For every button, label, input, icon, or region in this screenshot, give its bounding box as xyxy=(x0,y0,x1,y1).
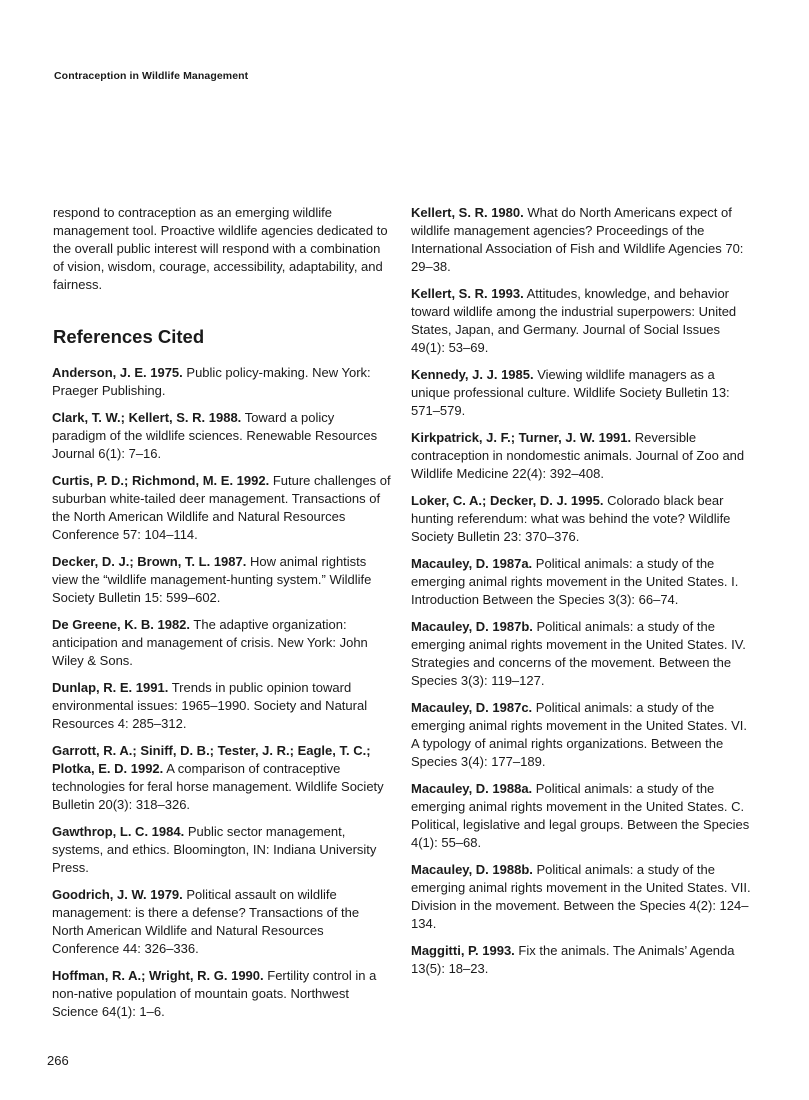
reference-text: Reversible contraception in nondomestic animals. Journal of Zoo and Wildlife Medicine 22(4): 392–408. xyxy=(411,430,745,481)
reference-text: Viewing wildlife managers as a unique professional culture. Wildlife Society Bulletin 13: 571–579. xyxy=(411,367,730,418)
reference-text: Public sector management, systems, and ethics. Bloomington, IN: Indiana University Press. xyxy=(52,824,377,875)
reference-list-left xyxy=(52,364,392,1021)
reference-authors: Macauley, D. 1988b. xyxy=(411,862,533,877)
reference-authors: Macauley, D. 1987a. xyxy=(411,556,533,571)
reference-text: Toward a policy paradigm of the wildlife sciences. Renewable Resources Journal 6(1): 7–16. xyxy=(52,410,378,461)
left-column xyxy=(52,204,392,1030)
reference-text: Political animals: a study of the emerging animal rights movement in the United States. IV. Strategies and concerns of the movement. Between the Species 3(3): 119–127. xyxy=(411,619,746,688)
reference-authors: Macauley, D. 1988a. xyxy=(411,781,533,796)
reference-authors: Garrott, R. A.; Siniff, D. B.; Tester, J. R.; Eagle, T. C.; Plotka, E. D. 1992. xyxy=(52,743,371,776)
reference-text: A comparison of contraceptive technologies for feral horse management. Wildlife Society Bulletin 20(3): 318–326. xyxy=(52,761,384,812)
reference-authors: Kirkpatrick, J. F.; Turner, J. W. 1991. xyxy=(411,430,632,445)
reference-authors: Maggitti, P. 1993. xyxy=(411,943,515,958)
reference-authors: Curtis, P. D.; Richmond, M. E. 1992. xyxy=(52,473,270,488)
reference-text: Political assault on wildlife management: is there a defense? Transactions of the North American Wildlife and Natural Resources Conference 44: 326–336. xyxy=(52,887,360,956)
reference-authors: Clark, T. W.; Kellert, S. R. 1988. xyxy=(52,410,242,425)
reference-text: Colorado black bear hunting referendum: what was behind the vote? Wildlife Society Bulletin 23: 370–376. xyxy=(411,493,731,544)
reference-text: Political animals: a study of the emerging animal rights movement in the United States. VI. A typology of animal rights organizations. Between the Species 3(4): 177–189. xyxy=(411,700,747,769)
reference-authors: Kennedy, J. J. 1985. xyxy=(411,367,534,382)
reference-text: Political animals: a study of the emerging animal rights movement in the United States. C. Political, legislative and legal groups. Between the Species 4(1): 55–68. xyxy=(411,781,750,850)
reference-entry xyxy=(52,616,392,670)
reference-text: Attitudes, knowledge, and behavior toward wildlife among the industrial superpowers: United States, Japan, and Germany. Journal of Social Issues 49(1): 53–69. xyxy=(411,286,737,355)
reference-entry xyxy=(52,967,392,1021)
reference-authors: Kellert, S. R. 1980. xyxy=(411,205,524,220)
section-heading: References Cited xyxy=(53,326,205,347)
reference-entry xyxy=(52,886,392,958)
reference-entry xyxy=(411,618,756,690)
reference-authors: Anderson, J. E. 1975. xyxy=(52,365,183,380)
reference-authors: Macauley, D. 1987c. xyxy=(411,700,533,715)
reference-text: Political animals: a study of the emerging animal rights movement in the United States. VII. Division in the movement. Between the Species 4(2): 124–134. xyxy=(411,862,751,931)
reference-entry xyxy=(52,409,392,463)
reference-text: Fix the animals. The Animals’ Agenda 13(5): 18–23. xyxy=(411,943,735,976)
reference-authors: Dunlap, R. E. 1991. xyxy=(52,680,169,695)
intro-paragraph: respond to contraception as an emerging wildlife management tool. Proactive wildlife agencies dedicated to the overall public interest will respond with a combination of vision, wisdom, courage, accessibility, adaptability, and fairness. xyxy=(53,205,388,292)
reference-authors: Hoffman, R. A.; Wright, R. G. 1990. xyxy=(52,968,264,983)
reference-text: Fertility control in a non-native population of mountain goats. Northwest Science 64(1): 1–6. xyxy=(52,968,377,1019)
reference-authors: Macauley, D. 1987b. xyxy=(411,619,533,634)
reference-entry xyxy=(52,742,392,814)
reference-entry xyxy=(52,472,392,544)
reference-list-right xyxy=(411,204,756,987)
reference-text: Public policy-making. New York: Praeger Publishing. xyxy=(52,365,371,398)
reference-text: The adaptive organization: anticipation and management of crisis. New York: John Wiley & Sons. xyxy=(52,617,368,668)
reference-text: Trends in public opinion toward environmental issues: 1965–1990. Society and Natural Resources 4: 285–312. xyxy=(52,680,368,731)
running-head: Contraception in Wildlife Management xyxy=(54,70,249,82)
reference-text: Future challenges of suburban white-tailed deer management. Transactions of the North American Wildlife and Natural Resources Conference 57: 104–114. xyxy=(52,473,391,542)
page-number: 266 xyxy=(47,1053,69,1068)
reference-authors: Loker, C. A.; Decker, D. J. 1995. xyxy=(411,493,604,508)
reference-entry xyxy=(411,699,756,771)
reference-entry xyxy=(52,679,392,733)
reference-text: What do North Americans expect of wildlife management agencies? Proceedings of the International Association of Fish and Wildlife Agencies 70: 29–38. xyxy=(411,205,744,274)
reference-entry xyxy=(411,204,756,276)
reference-entry xyxy=(411,366,756,420)
reference-entry xyxy=(52,823,392,877)
reference-authors: Kellert, S. R. 1993. xyxy=(411,286,524,301)
reference-entry xyxy=(411,780,756,852)
reference-entry xyxy=(52,553,392,607)
reference-entry xyxy=(411,942,756,978)
reference-entry xyxy=(411,861,756,933)
reference-entry xyxy=(411,285,756,357)
reference-text: Political animals: a study of the emerging animal rights movement in the United States. I. Introduction Between the Species 3(3): 66–74. xyxy=(411,556,739,607)
reference-authors: Decker, D. J.; Brown, T. L. 1987. xyxy=(52,554,247,569)
reference-authors: Goodrich, J. W. 1979. xyxy=(52,887,183,902)
reference-entry xyxy=(411,429,756,483)
reference-entry xyxy=(411,492,756,546)
reference-entry xyxy=(52,364,392,400)
reference-authors: De Greene, K. B. 1982. xyxy=(52,617,191,632)
reference-entry xyxy=(411,555,756,609)
reference-text: How animal rightists view the “wildlife management-hunting system.” Wildlife Society Bulletin 15: 599–602. xyxy=(52,554,372,605)
reference-authors: Gawthrop, L. C. 1984. xyxy=(52,824,185,839)
